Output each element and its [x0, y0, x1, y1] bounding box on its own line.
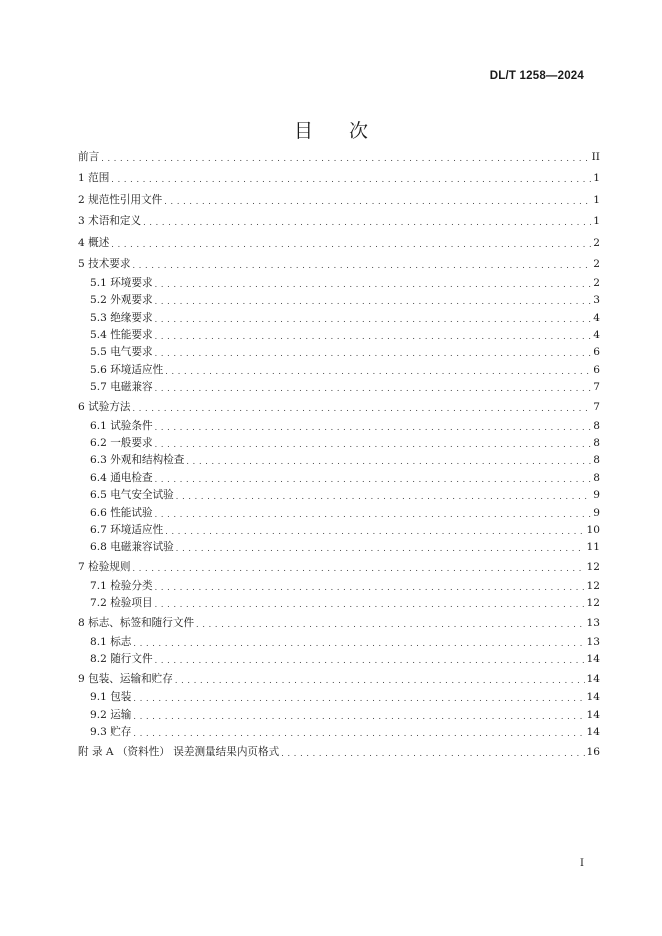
toc-entry-page: II: [591, 151, 600, 163]
toc-entry-label: 5.4 性能要求: [90, 329, 153, 341]
toc-entry-page: 2: [593, 276, 600, 289]
toc-entry-page: 11: [586, 541, 600, 554]
toc-entry-label: 3 术语和定义: [78, 215, 142, 228]
toc-dot-leader: [281, 745, 584, 760]
toc-entry-label: 前言: [78, 151, 100, 163]
toc-dot-leader: [132, 560, 584, 575]
toc-entry-label: 7 检验规则: [78, 561, 131, 573]
toc-entry-label: 5.1 环境要求: [90, 276, 153, 289]
toc-entry-page: 8: [593, 471, 600, 484]
toc-entry-page: 8: [593, 437, 600, 449]
toc-entry-label: 6.4 通电检查: [90, 471, 153, 484]
title-char-2: 次: [349, 120, 369, 142]
toc-entry-page: 13: [586, 635, 600, 648]
toc-entry-page: 14: [586, 672, 600, 685]
toc-entry-page: 14: [586, 653, 600, 665]
toc-entry-label: 6.5 电气安全试验: [90, 489, 174, 502]
toc-entry-page: 16: [586, 745, 600, 758]
toc-entry[interactable]: [78, 616, 600, 631]
toc-entry[interactable]: [90, 708, 600, 723]
toc-entry-page: 14: [586, 708, 600, 721]
toc-dot-leader: [133, 690, 584, 705]
toc-entry[interactable]: [78, 236, 600, 251]
toc-entry-label: 5.5 电气要求: [90, 346, 153, 359]
toc-dot-leader: [155, 311, 592, 326]
toc-entry-label: 9 包装、运输和贮存: [78, 672, 173, 685]
toc-entry-label: 6.1 试验条件: [90, 419, 153, 432]
toc-dot-leader: [132, 257, 591, 272]
toc-entry-page: 12: [586, 597, 600, 610]
toc-entry-page: 8: [593, 454, 600, 467]
toc-entry[interactable]: [90, 725, 600, 740]
toc-dot-leader: [155, 506, 592, 521]
toc-dot-leader: [133, 725, 584, 740]
toc-entry-page: 12: [586, 561, 600, 573]
page-title: [0, 116, 662, 143]
toc-entry[interactable]: [90, 419, 600, 434]
toc-entry-label: 6 试验方法: [78, 400, 131, 413]
toc-entry[interactable]: [90, 540, 600, 555]
standard-code: DL/T 1258—2024: [489, 70, 584, 82]
toc-dot-leader: [155, 293, 592, 308]
toc-entry[interactable]: [90, 652, 600, 667]
toc-entry-label: 6.2 一般要求: [90, 437, 153, 449]
toc-entry[interactable]: [90, 488, 600, 503]
toc-entry-page: 1: [593, 172, 600, 185]
toc-dot-leader: [133, 635, 584, 650]
toc-entry[interactable]: [90, 596, 600, 611]
toc-entry-label: 5.6 环境适应性: [90, 363, 164, 376]
toc-entry-label: 8 标志、标签和随行文件: [78, 616, 195, 629]
toc-entry-page: 12: [586, 579, 600, 592]
page-number: I: [580, 858, 584, 869]
toc-entry-label: 1 范围: [78, 172, 110, 185]
toc-entry-page: 6: [593, 363, 600, 376]
toc-entry[interactable]: [90, 453, 600, 468]
toc-dot-leader: [155, 579, 585, 594]
toc-entry-label: 9.2 运输: [90, 708, 132, 721]
toc-entry[interactable]: [78, 171, 600, 186]
toc-dot-leader: [176, 540, 585, 555]
toc-dot-leader: [175, 672, 585, 687]
toc-entry-label: 6.8 电磁兼容试验: [90, 541, 174, 554]
toc-entry-page: 14: [586, 726, 600, 739]
toc-entry-label: 6.3 外观和结构检查: [90, 454, 185, 467]
toc-entry[interactable]: [90, 523, 600, 538]
toc-entry-label: 9.1 包装: [90, 691, 132, 704]
toc-entry-page: 9: [593, 506, 600, 519]
toc-entry[interactable]: [90, 635, 600, 650]
toc-entry-page: 14: [586, 691, 600, 704]
toc-entry[interactable]: [78, 257, 600, 272]
toc-entry-page: 1: [593, 215, 600, 228]
title-char-1: 目: [293, 120, 313, 142]
toc-dot-leader: [155, 345, 592, 360]
toc-dot-leader: [155, 276, 592, 291]
toc-dot-leader: [111, 236, 591, 251]
toc-dot-leader: [164, 193, 591, 208]
toc-dot-leader: [155, 419, 592, 434]
toc-dot-leader: [155, 471, 592, 486]
toc-dot-leader: [111, 171, 591, 186]
toc-dot-leader: [176, 488, 591, 503]
toc-entry-label: 5.7 电磁兼容: [90, 381, 153, 394]
toc-entry-label: 6.6 性能试验: [90, 506, 153, 519]
toc-entry-page: 8: [593, 419, 600, 432]
toc-entry-label: 4 概述: [78, 236, 110, 249]
toc-entry[interactable]: [90, 579, 600, 594]
toc-entry-label: 7.1 检验分类: [90, 579, 153, 592]
toc-entry-page: 4: [593, 329, 600, 341]
toc-entry-label: 附 录 A （资料性） 误差测量结果内页格式: [78, 745, 280, 758]
toc-dot-leader: [143, 214, 591, 229]
toc-dot-leader: [155, 380, 592, 395]
toc-entry-label: 5.3 绝缘要求: [90, 311, 153, 324]
toc-dot-leader: [155, 652, 585, 667]
toc-entry[interactable]: [90, 363, 600, 378]
toc-dot-leader: [165, 523, 584, 538]
toc-entry-page: 3: [593, 294, 600, 307]
toc-entry-page: 7: [593, 400, 600, 413]
toc-dot-leader: [101, 150, 589, 165]
toc-entry-label: 8.2 随行文件: [90, 653, 153, 665]
toc-entry[interactable]: [90, 471, 600, 486]
toc-entry-page: 2: [593, 236, 600, 249]
toc-entry-label: 2 规范性引用文件: [78, 193, 163, 206]
toc-entry-label: 7.2 检验项目: [90, 597, 153, 610]
toc-dot-leader: [155, 436, 592, 451]
toc-entry[interactable]: [78, 745, 600, 760]
toc-entry-label: 8.1 标志: [90, 635, 132, 648]
toc-entry-label: 9.3 贮存: [90, 726, 132, 739]
toc-entry-page: 1: [593, 193, 600, 206]
toc-entry[interactable]: [78, 150, 600, 165]
toc-entry[interactable]: [90, 436, 600, 451]
toc-entry[interactable]: [90, 293, 600, 308]
toc-entry[interactable]: [90, 345, 600, 360]
toc-entry[interactable]: [90, 380, 600, 395]
toc-entry[interactable]: [90, 690, 600, 705]
toc-entry[interactable]: [78, 214, 600, 229]
toc-dot-leader: [132, 400, 591, 415]
toc-entry-label: 6.7 环境适应性: [90, 524, 164, 536]
toc-entry[interactable]: [78, 193, 600, 208]
toc-dot-leader: [133, 708, 584, 723]
toc-dot-leader: [155, 328, 592, 343]
toc-entry[interactable]: [78, 400, 600, 415]
toc-entry-page: 6: [593, 346, 600, 359]
toc-dot-leader: [165, 363, 591, 378]
toc-entry[interactable]: [90, 311, 600, 326]
toc-entry-label: 5 技术要求: [78, 258, 131, 270]
toc-entry[interactable]: [90, 506, 600, 521]
toc-entry-page: 9: [593, 489, 600, 502]
toc-entry-page: 7: [593, 381, 600, 394]
toc-dot-leader: [186, 453, 591, 468]
toc-entry[interactable]: [90, 276, 600, 291]
toc-entry-page: 10: [586, 524, 600, 536]
toc-entry[interactable]: [90, 328, 600, 343]
toc-dot-leader: [155, 596, 585, 611]
toc-entry-page: 2: [593, 258, 600, 270]
toc-entry-page: 4: [593, 311, 600, 324]
toc-entry-label: 5.2 外观要求: [90, 294, 153, 307]
toc-entry[interactable]: [78, 672, 600, 687]
toc-entry-page: 13: [586, 616, 600, 629]
toc-entry[interactable]: [78, 560, 600, 575]
toc-dot-leader: [196, 616, 584, 631]
